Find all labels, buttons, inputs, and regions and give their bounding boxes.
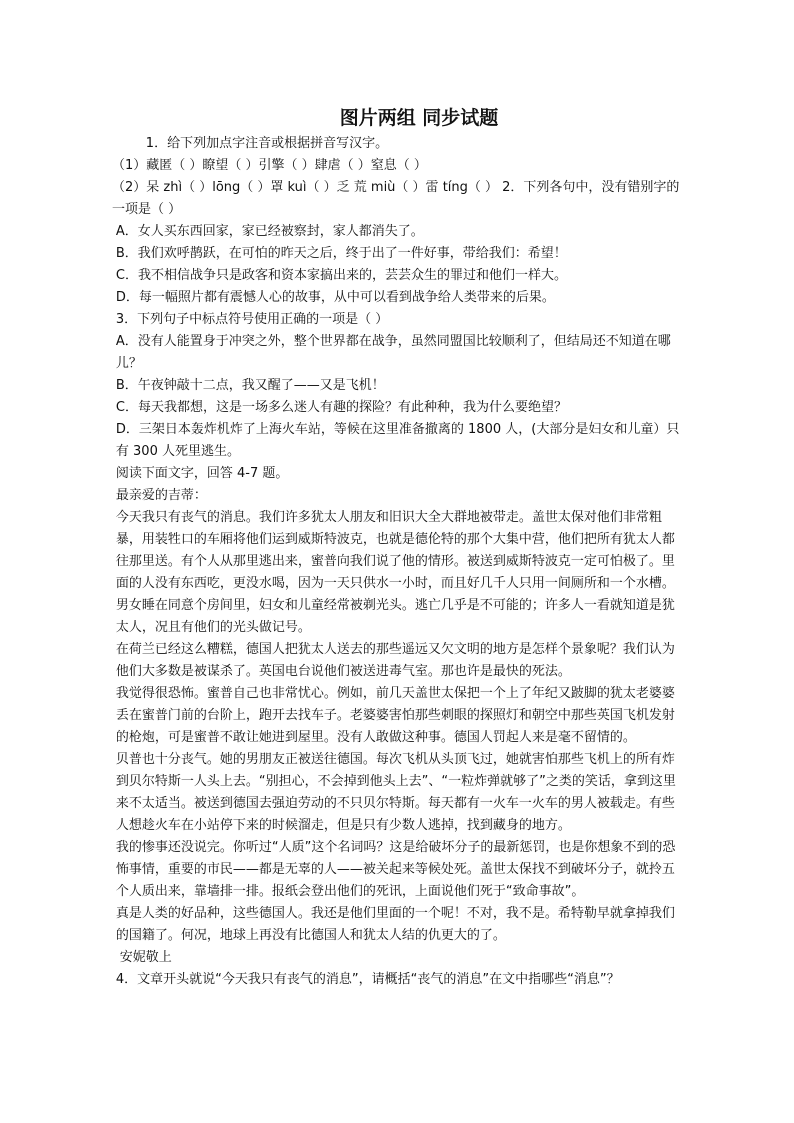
reading-instruction: 阅读下面文字，回答 4-7 题。 xyxy=(115,466,289,481)
question-1-part-2-and-question-2-prompt: （2）呆 zhì（ ）lōng（ ）罩 kuì（ ）乏 荒 miù（ ）雷 tíng（ ） 2．下列各句中，没有错别字的一项是（ ） xyxy=(112,180,680,217)
letter-paragraph-6: 真是人类的好品种，这些德国人。我还是他们里面的一个呢！不对，我不是。希特勒早就拿掉我们的国籍了。何况，地球上再没有比德国人和犹太人结的仇更大的了。 xyxy=(115,906,675,943)
question-3-option-d: D．三架日本轰炸机炸了上海火车站，等候在这里准备撤离的 1800 人，(大部分是妇女和儿童）只有 300 人死里逃生。 xyxy=(115,422,680,459)
letter-signature: 安妮敬上 xyxy=(119,950,172,965)
letter-paragraph-3: 我觉得很恐怖。蜜普自己也非常忧心。例如，前几天盖世太保把一个上了年纪又跛脚的犹太老婆婆丢在蜜普门前的台阶上，跑开去找车子。老婆婆害怕那些刺眼的探照灯和朝空中那些英国飞机发射的枪炮，可是蜜普不敢让她进到屋里。没有人敢做这种事。德国人罚起人来是毫不留情的。 xyxy=(115,686,675,745)
question-2-option-d: D．每一幅照片都有震憾人心的故事，从中可以看到战争给人类带来的后果。 xyxy=(115,290,555,305)
question-1-part-1: （1）藏匿（ ）瞭望（ ）引擎（ ）肆虐（ ）窒息（ ） xyxy=(112,158,427,173)
document-body xyxy=(112,105,686,991)
question-3-option-c: C．每天我都想，这是一场多么迷人有趣的探险？有此种种，我为什么要绝望？ xyxy=(115,400,567,415)
question-2-option-a: A．女人买东西回家，家已经被察封，家人都消失了。 xyxy=(115,224,424,239)
question-4-prompt: 4．文章开头就说“今天我只有丧气的消息”，请概括“丧气的消息”在文中指哪些“消息”？ xyxy=(115,972,620,987)
letter-salutation: 最亲爱的吉蒂： xyxy=(115,488,207,503)
question-2-option-c: C．我不相信战争只是政客和资本家搞出来的，芸芸众生的罪过和他们一样大。 xyxy=(115,268,567,283)
page-title: 图片两组 同步试题 xyxy=(339,107,499,129)
letter-paragraph-4: 贝普也十分丧气。她的男朋友正被送往德国。每次飞机从头顶飞过，她就害怕那些飞机上的所有炸到贝尔特斯一人头上去。“别担心，不会掉到他头上去”、“一粒炸弹就够了”之类的笑话，拿到这里来不太适当。被送到德国去强迫劳动的不只贝尔特斯。每天都有一火车一火车的男人被载走。有些人想趁火车在小站停下来的时候溜走，但是只有少数人逃掉，找到藏身的地方。 xyxy=(115,752,676,833)
question-3-option-a: A．没有人能置身于冲突之外，整个世界都在战争，虽然同盟国比较顺利了，但结局还不知道在哪儿？ xyxy=(115,334,671,371)
letter-paragraph-2: 在荷兰已经这么糟糕，德国人把犹太人送去的那些遥远又欠文明的地方是怎样个景象呢？我们认为他们大多数是被谋杀了。英国电台说他们被送进毒气室。那也许是最快的死法。 xyxy=(115,642,675,679)
question-3-prompt: 3．下列句子中标点符号使用正确的一项是（ ） xyxy=(115,312,389,327)
letter-paragraph-5: 我的惨事还没说完。你听过“人质”这个名词吗？这是给破坏分子的最新惩罚，也是你想象不到的恐怖事情，重要的市民——都是无辜的人——被关起来等候处死。盖世太保找不到破坏分子，就拎五个人质出来，靠墙排一排。报纸会登出他们的死讯，上面说他们死于“致命事故”。 xyxy=(115,840,676,899)
letter-paragraph-1: 今天我只有丧气的消息。我们许多犹太人朋友和旧识大全大群地被带走。盖世太保对他们非常粗暴，用装牲口的车厢将他们运到威斯特波克，也就是德伦特的那个大集中营，他们把所有犹太人都往那里送。有个人从那里逃出来，蜜普向我们说了他的情形。被送到威斯特波克一定可怕极了。里面的人没有东西吃，更没水喝，因为一天只供水一小时，而且好几千人只用一间厕所和一个水槽。男女睡在同意个房间里，妇女和儿童经常被剃光头。逃亡几乎是不可能的；许多人一看就知道是犹太人，况且有他们的光头做记号。 xyxy=(115,510,675,635)
question-1-prompt: 1．给下列加点字注音或根据拼音写汉字。 xyxy=(145,136,389,151)
question-3-option-b: B．午夜钟敲十二点，我又醒了——又是飞机！ xyxy=(115,378,385,393)
question-2-option-b: B．我们欢呼鹊跃，在可怕的昨天之后，终于出了一件好事，带给我们：希望！ xyxy=(115,246,567,261)
